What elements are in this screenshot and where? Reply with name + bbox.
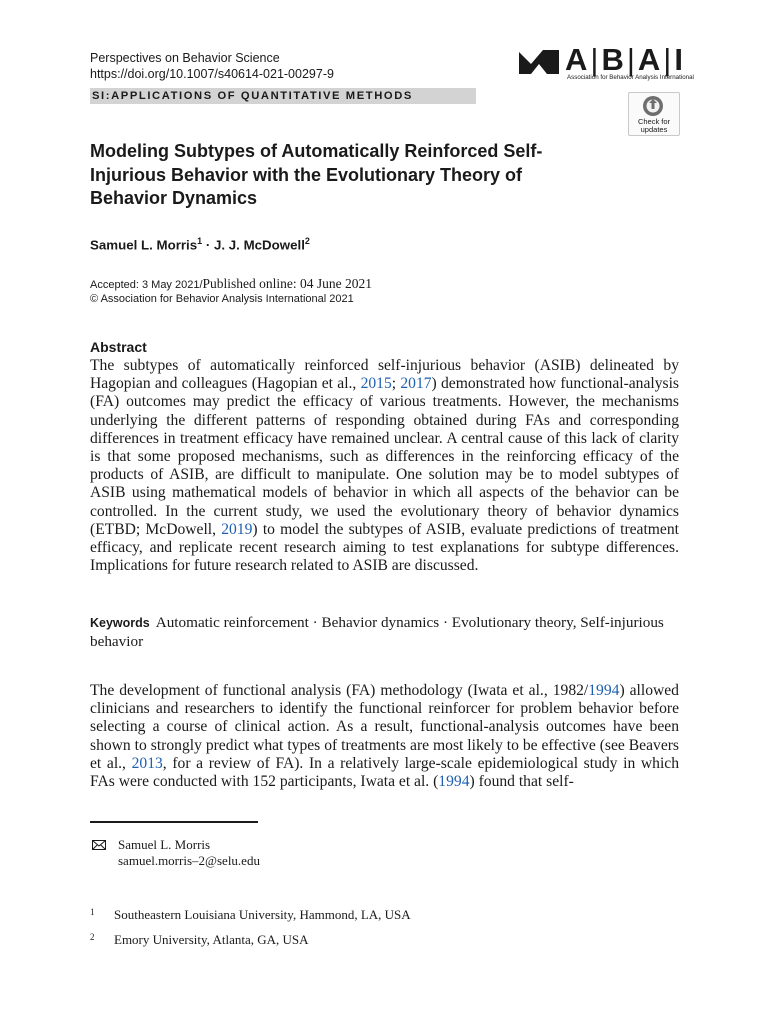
abai-logo-letters: A|B|A|I — [565, 42, 684, 77]
article-title: Modeling Subtypes of Automatically Reinforced Self-Injurious Behavior with the Evolutionary Theory of Behavior Dynamics — [90, 141, 543, 208]
copyright-line: © Association for Behavior Analysis International 2021 — [90, 293, 354, 305]
copyright-icon: © — [90, 293, 99, 305]
citation-link[interactable]: 2013 — [131, 754, 163, 772]
check-for-updates-button[interactable] — [628, 92, 680, 136]
body-paragraph: The development of functional analysis (FA) methodology (Iwata et al., 1982/1994) allowed clinicians and researchers to identify the functional reinforcer for problem behavior before selecting a course of clinical action. As a result, functional-analysis outcomes have been shown to strongly predict what types of treatments are most likely to be effective (see Beavers et al., 2013, for a review of FA). In a relatively large-scale epidemiological study in which FAs were conducted with 152 participants, Iwata et al. (1994) found that self- — [90, 682, 679, 791]
abstract-text: The subtypes of automatically reinforced self-injurious behavior (ASIB) delineated by Hagopian and colleagues (Hagopian et al., 2015; 2017) demonstrated how functional-analysis (FA) outcomes may predict the efficacy of various treatments. However, the mechanisms underlying the different patterns of responding obtained during FAs and corresponding differences in treatment efficacy have remained unclear. A central cause of this lack of clarity is that some proposed mechanisms, such as differences in the reinforcing efficacy of the products of ASIB, are difficult to manipulate. One solution may be to model subtypes of ASIB using mathematical models of behavior in which all aspects of the behavior can be controlled. In the current study, we used the evolutionary theory of behavior dynamics (ETBD; McDowell, 2019) to model the subtypes of ASIB, evaluate predictions of treatment efficacy, and replicate recent research aiming to test explanations for subtype differences. Implications for future research related to ASIB are discussed. — [90, 357, 680, 575]
affiliation-marker[interactable]: 1 — [197, 236, 203, 246]
author-list: Samuel L. Morris$^1$ · J. J. McDowell$^2$ — [90, 236, 310, 253]
corresponding-author-email[interactable]: samuel.morris–2@selu.edu — [118, 853, 260, 868]
affiliation-2: 2 Emory University, Atlanta, GA, USA — [90, 932, 309, 947]
citation-link[interactable]: 2017 — [400, 375, 432, 393]
citation-link[interactable]: 2015 — [360, 375, 392, 393]
author-name[interactable]: J. J. McDowell — [214, 237, 305, 253]
citation-link[interactable]: 1994 — [438, 773, 470, 791]
affiliation-1: 1 Southeastern Louisiana University, Hammond, LA, USA — [90, 907, 411, 922]
doi-link[interactable]: https://doi.org/10.1007/s40614-021-00297-9 — [90, 67, 334, 81]
abai-logo-mark-icon — [517, 46, 561, 78]
author-name[interactable]: Samuel L. Morris — [90, 237, 198, 253]
publication-dates: Accepted: 3 May 2021/Published online: 04 June 2021 — [90, 276, 373, 291]
citation-link[interactable]: 2019 — [221, 520, 253, 538]
citation-link[interactable]: 1994 — [588, 682, 620, 699]
abai-logo — [517, 42, 694, 84]
abai-logo-subtitle: Association for Behavior Analysis International — [567, 74, 694, 81]
check-updates-label: Check for updates — [637, 117, 671, 134]
section-label: SI:APPLICATIONS OF QUANTITATIVE METHODS — [90, 88, 476, 104]
affiliation-marker[interactable]: 2 — [304, 236, 310, 246]
corresponding-author-name: Samuel L. Morris — [118, 837, 211, 852]
keywords-label: Keywords — [90, 616, 150, 630]
abstract-heading: Abstract — [90, 339, 147, 355]
envelope-icon — [92, 840, 106, 850]
journal-name: Perspectives on Behavior Science — [90, 51, 280, 65]
keywords-block — [90, 614, 680, 651]
footnote-divider — [90, 821, 258, 823]
keywords-text: Automatic reinforcement · Behavior dynamics · Evolutionary theory, Self-injurious behavior — [90, 614, 664, 650]
